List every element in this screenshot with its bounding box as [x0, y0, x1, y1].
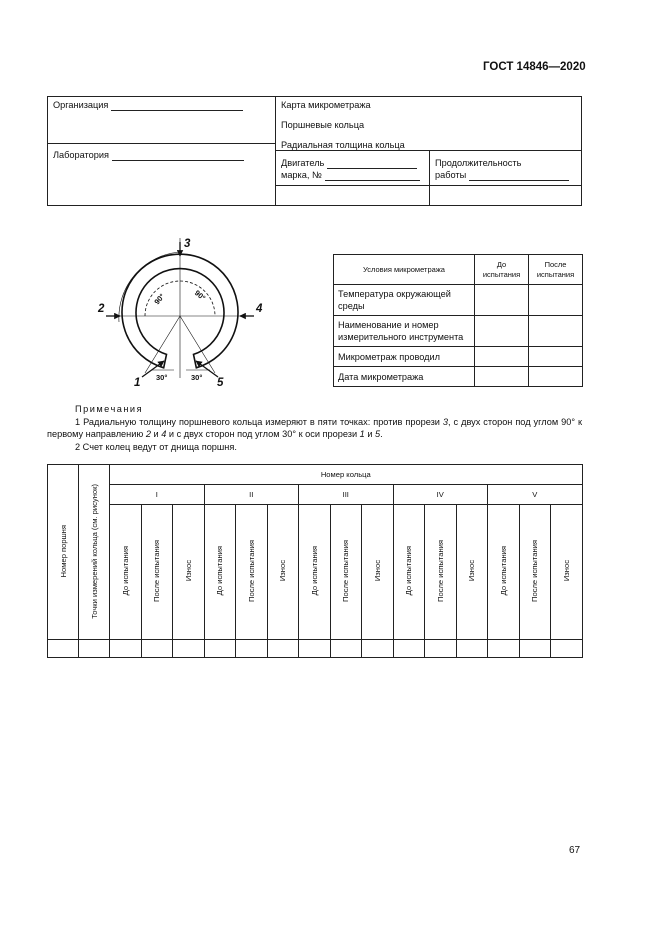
ring-header: IV	[393, 485, 488, 505]
data-cell[interactable]	[393, 640, 425, 658]
subcolumn-header: До испытания	[204, 505, 236, 640]
data-cell[interactable]	[141, 640, 173, 658]
condition-cell-after[interactable]	[529, 347, 583, 367]
piston-rings-label: Поршневые кольца	[281, 120, 365, 130]
measurement-points-header: Точки измерений кольца (см. рисунок)	[79, 465, 110, 640]
subcolumn-header: После испытания	[141, 505, 173, 640]
data-cell[interactable]	[362, 640, 394, 658]
subcolumn-header: Износ	[173, 505, 205, 640]
condition-cell-before[interactable]	[475, 316, 529, 347]
subcolumn-header: После испытания	[425, 505, 457, 640]
condition-cell-after[interactable]	[529, 316, 583, 347]
figure-label-5: 5	[217, 377, 224, 389]
notes-title: Примечания	[75, 404, 144, 414]
data-cell[interactable]	[173, 640, 205, 658]
standard-number: ГОСТ 14846—2020	[483, 61, 586, 73]
page-number: 67	[569, 845, 581, 856]
data-cell[interactable]	[519, 640, 551, 658]
data-cell[interactable]	[425, 640, 457, 658]
subcolumn-header: Износ	[456, 505, 488, 640]
subcolumn-header: После испытания	[519, 505, 551, 640]
data-cell[interactable]	[299, 640, 331, 658]
piston-number-header: Номер поршня	[48, 465, 79, 640]
figure-label-4: 4	[256, 303, 263, 315]
notes-section	[47, 403, 582, 453]
subcolumn-header: До испытания	[110, 505, 142, 640]
condition-row-label: Температура окружающей среды	[334, 285, 475, 316]
duration-label: Продолжительность	[435, 158, 522, 168]
condition-row-label: Наименование и номер измерительного инструмента	[334, 316, 475, 347]
ring-header: III	[299, 485, 394, 505]
data-cell[interactable]	[456, 640, 488, 658]
conditions-table	[333, 254, 583, 387]
condition-cell-before[interactable]	[475, 347, 529, 367]
data-cell[interactable]	[79, 640, 110, 658]
engine-field[interactable]	[281, 157, 420, 181]
card-title: Карта микрометража	[281, 100, 371, 110]
engine-label: Двигатель	[281, 158, 325, 168]
subcolumn-header: До испытания	[393, 505, 425, 640]
figure-label-3: 3	[184, 238, 191, 250]
subcolumn-header: После испытания	[236, 505, 268, 640]
subcolumn-header: После испытания	[330, 505, 362, 640]
condition-cell-after[interactable]	[529, 367, 583, 387]
ring-header: II	[204, 485, 299, 505]
measurement-table	[47, 464, 583, 658]
data-cell[interactable]	[48, 640, 79, 658]
before-test-header: До испытания	[475, 255, 529, 285]
radial-thickness-label: Радиальная толщина кольца	[281, 140, 405, 150]
data-cell[interactable]	[488, 640, 520, 658]
figure-label-1: 1	[134, 377, 141, 389]
subcolumn-header: Износ	[267, 505, 299, 640]
note-2: 2 Счет колец ведут от днища поршня.	[75, 441, 237, 452]
data-cell[interactable]	[236, 640, 268, 658]
angle-30-left: 30°	[156, 373, 168, 382]
figure-label-2: 2	[98, 303, 105, 315]
ring-header: V	[488, 485, 583, 505]
engine-model-label: марка, №	[281, 170, 322, 180]
form-header-block	[47, 96, 582, 206]
condition-cell-before[interactable]	[475, 285, 529, 316]
after-test-header: После испытания	[529, 255, 583, 285]
condition-row-label: Дата микрометража	[334, 367, 475, 387]
conditions-header: Условия микрометража	[334, 255, 475, 285]
condition-row-label: Микрометраж проводил	[334, 347, 475, 367]
subcolumn-header: До испытания	[488, 505, 520, 640]
angle-30-right: 30°	[191, 373, 203, 382]
data-cell[interactable]	[110, 640, 142, 658]
condition-cell-before[interactable]	[475, 367, 529, 387]
duration-field[interactable]	[435, 157, 569, 181]
data-cell[interactable]	[267, 640, 299, 658]
ring-header: I	[110, 485, 205, 505]
data-cell[interactable]	[330, 640, 362, 658]
subcolumn-header: Износ	[551, 505, 583, 640]
condition-cell-after[interactable]	[529, 285, 583, 316]
ring-measurement-figure	[90, 228, 275, 393]
duration-work-label: работы	[435, 170, 467, 180]
subcolumn-header: До испытания	[299, 505, 331, 640]
ring-number-header: Номер кольца	[110, 465, 583, 485]
organization-label: Организация	[53, 100, 109, 110]
angle-90-left: 90°	[152, 291, 167, 307]
laboratory-label: Лаборатория	[53, 150, 109, 160]
subcolumn-header: Износ	[362, 505, 394, 640]
data-cell[interactable]	[551, 640, 583, 658]
organization-field[interactable]	[53, 99, 243, 111]
angle-90-right: 90°	[192, 288, 208, 303]
note-1: 1 Радиальную толщину поршневого кольца измеряют в пяти точках: против прорези 3, с двух сторон под углом 90° к первому направлению 2 и 4 и с двух сторон под углом 30° к оси прорези 1 и 5.	[47, 416, 582, 439]
data-cell[interactable]	[204, 640, 236, 658]
laboratory-field[interactable]	[53, 149, 244, 161]
